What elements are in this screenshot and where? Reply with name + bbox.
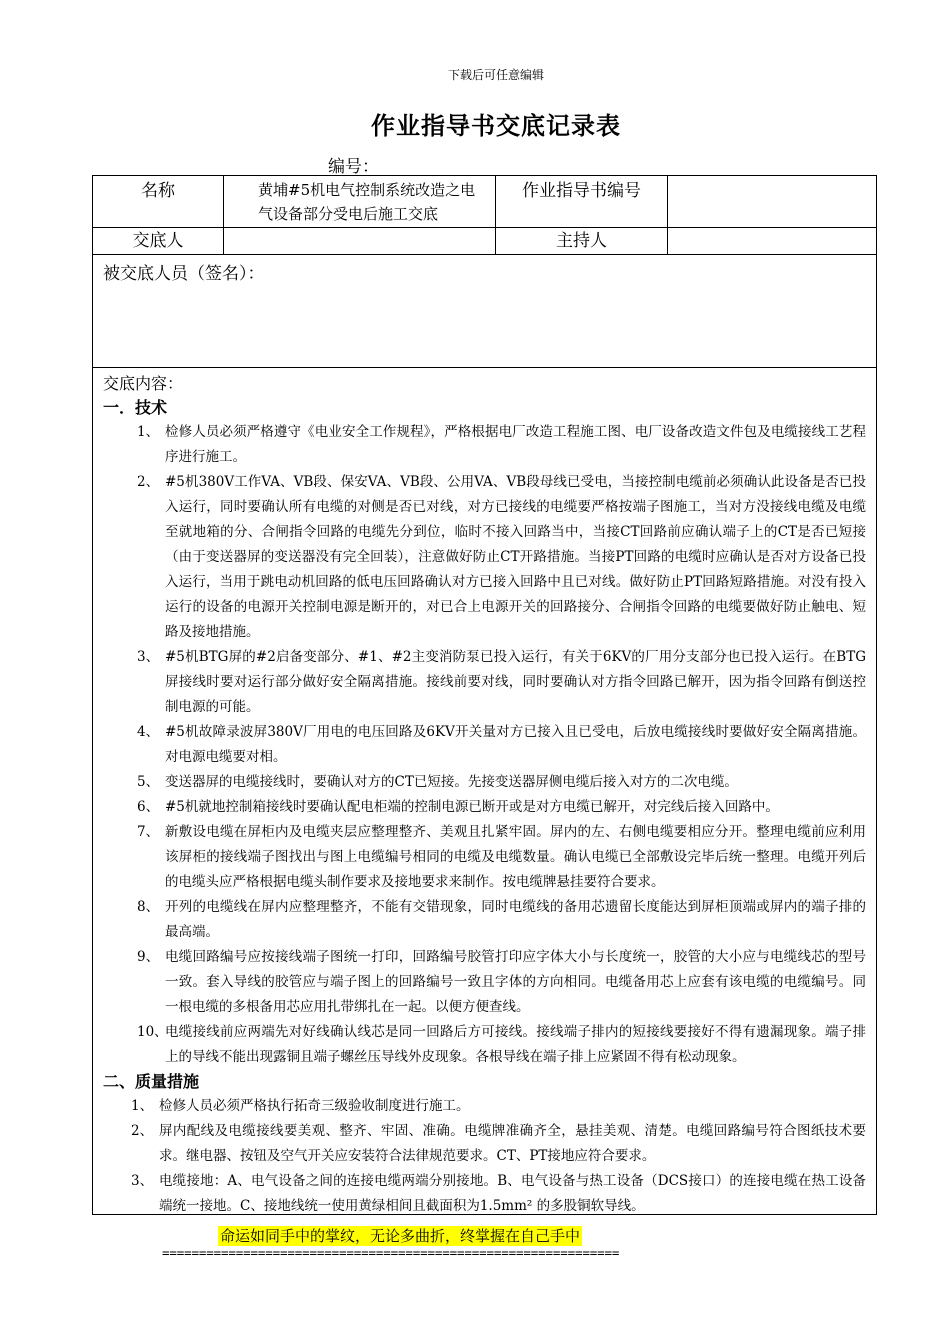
list-item-text: 电缆回路编号应按接线端子图统一打印，回路编号胶管打印应字体大小与长度统一，胶管的大小应与电缆线芯的型号一致。套入导线的胶管应与端子图上的回路编号一致且字体的方向相同。电缆备用芯上应套有该电缆的电缆编号。同一根电缆的多根备用芯应用扎带绑扎在一起。以便方便查线。 xyxy=(165,949,866,1015)
list-item xyxy=(103,720,866,770)
list-item xyxy=(103,645,866,720)
page-title: 作业指导书交底记录表 xyxy=(371,111,621,140)
presenter-row xyxy=(93,228,876,255)
host-value[interactable] xyxy=(668,228,878,254)
list-item-number: 6、 xyxy=(137,799,160,815)
list-item xyxy=(103,1020,866,1070)
list-item xyxy=(103,795,866,820)
list-item-text: 电缆接线前应两端先对好线确认线芯是同一回路后方可接线。接线端子排内的短接线要接好不得有遗漏现象。端子排上的导线不能出现露铜且端子螺丝压导线外皮现象。各根导线在端子排上应紧固不得有松动现象。 xyxy=(165,1024,866,1065)
list-item-number: 1、 xyxy=(137,424,160,440)
signers-label: 被交底人员（签名）： xyxy=(103,264,265,284)
list-item-number: 10、 xyxy=(137,1024,168,1040)
section-technical-list xyxy=(103,420,866,1070)
list-item xyxy=(103,420,866,470)
list-item-number: 3、 xyxy=(137,649,160,665)
list-item-number: 3、 xyxy=(131,1173,154,1189)
name-value: 黄埔#5机电气控制系统改造之电气设备部分受电后施工交底 xyxy=(258,181,476,223)
section-quality-title: 二、质量措施 xyxy=(103,1072,200,1091)
presenter-value[interactable] xyxy=(224,228,496,254)
host-label: 主持人 xyxy=(496,228,668,254)
list-item xyxy=(103,1169,866,1219)
instruction-number-value[interactable] xyxy=(668,176,878,227)
list-item-text: 变送器屏的电缆接线时，要确认对方的CT已短接。先接变送器屏侧电缆后接入对方的二次电缆。 xyxy=(165,774,738,790)
list-item xyxy=(103,945,866,1020)
name-value-cell xyxy=(224,176,496,227)
list-item-number: 4、 xyxy=(137,724,160,740)
list-item xyxy=(103,895,866,945)
list-item-text: #5机就地控制箱接线时要确认配电柜端的控制电源已断开或是对方电缆已解开，对完线后接入回路中。 xyxy=(165,799,779,815)
instruction-number-label: 作业指导书编号 xyxy=(496,176,668,227)
list-item-number: 7、 xyxy=(137,824,160,840)
list-item xyxy=(103,820,866,895)
signers-row[interactable] xyxy=(93,255,876,368)
list-item-text: 新敷设电缆在屏柜内及电缆夹层应整理整齐、美观且扎紧牢固。屏内的左、右侧电缆要相应分开。整理电缆前应利用该屏柜的接线端子图找出与图上电缆编号相同的电缆及电缆数量。确认电缆已全部敷设完毕后统一整理。电缆开列后的电缆头应严格根据电缆头制作要求及接地要求来制作。按电缆牌悬挂要符合要求。 xyxy=(165,824,866,890)
header-note: 下载后可任意编辑 xyxy=(447,68,544,82)
list-item-text: #5机故障录波屏380V厂用电的电压回路及6KV开关量对方已接入且已受电，后放电缆接线时要做好安全隔离措施。对电源电缆要对相。 xyxy=(165,724,866,765)
list-item-text: 检修人员必须严格遵守《电业安全工作规程》，严格根据电厂改造工程施工图、电厂设备改造文件包及电缆接线工艺程序进行施工。 xyxy=(165,424,866,465)
name-label: 名称 xyxy=(93,176,224,227)
list-item-text: 电缆接地：A、电气设备之间的连接电缆两端分别接地。B、电气设备与热工设备（DCS接口）的连接电缆在热工设备端统一接地。C、接地线统一使用黄绿相间且截面积为1.5mm² 的多股铜软导线。 xyxy=(159,1173,866,1214)
record-form xyxy=(92,175,877,1215)
list-item xyxy=(103,770,866,795)
name-row xyxy=(93,176,876,228)
list-item-text: 检修人员必须严格执行拓奇三级验收制度进行施工。 xyxy=(159,1098,470,1114)
section-quality-list xyxy=(103,1094,866,1219)
divider-line: ============================================================== xyxy=(162,1245,620,1260)
code-label: 编号： xyxy=(328,157,379,177)
briefing-content xyxy=(93,368,876,1214)
list-item-text: #5机380V工作VA、VB段、保安VA、VB段、公用VA、VB段母线已受电，当接控制电缆前必须确认此设备是否已投入运行，同时要确认所有电缆的对侧是否已对线，对方已接线的电缆要严格按端子图施工，当对方没接线电缆及电缆至就地箱的分、合闸指令回路的电缆先分到位，临时不接入回路当中，当接CT回路前应确认端子上的CT是否已短接（由于变送器屏的变送器没有完全回装），注意做好防止CT开路措施。当接PT回路的电缆时应确认是否对方设备已投入运行，当用于跳电动机回路的低电压回路确认对方已接入回路中且已对线。做好防止PT回路短路措施。对没有投入运行的设备的电源开关控制电源是断开的，对已合上电源开关的回路接分、合闸指令回路的电缆要做好防止触电、短路及接地措施。 xyxy=(165,474,866,640)
list-item-text: #5机BTG屏的#2启备变部分、#1、#2主变消防泵已投入运行，有关于6KV的厂用分支部分也已投入运行。在BTG屏接线时要对运行部分做好安全隔离措施。接线前要对线，同时要确认对方指令回路已解开，因为指令回路有倒送控制电源的可能。 xyxy=(165,649,866,715)
presenter-label: 交底人 xyxy=(93,228,224,254)
list-item-text: 屏内配线及电缆接线要美观、整齐、牢固、准确。电缆牌准确齐全，悬挂美观、清楚。电缆回路编号符合图纸技术要求。继电器、按钮及空气开关应安装符合法律规范要求。CT、PT接地应符合要求。 xyxy=(159,1123,866,1164)
list-item xyxy=(103,1094,866,1119)
list-item-number: 8、 xyxy=(137,899,160,915)
list-item-number: 9、 xyxy=(137,949,160,965)
content-heading: 交底内容： xyxy=(103,374,184,393)
section-technical-title: 一．技术 xyxy=(103,398,168,417)
list-item xyxy=(103,470,866,645)
list-item xyxy=(103,1119,866,1169)
list-item-text: 开列的电缆线在屏内应整理整齐，不能有交错现象，同时电缆线的备用芯遗留长度能达到屏柜顶端或屏内的端子排的最高端。 xyxy=(165,899,866,940)
list-item-number: 2、 xyxy=(131,1123,154,1139)
list-item-number: 1、 xyxy=(131,1098,154,1114)
list-item-number: 2、 xyxy=(137,474,160,490)
list-item-number: 5、 xyxy=(137,774,160,790)
footer-quote: 命运如同手中的掌纹，无论多曲折，终掌握在自己手中 xyxy=(220,1227,581,1245)
